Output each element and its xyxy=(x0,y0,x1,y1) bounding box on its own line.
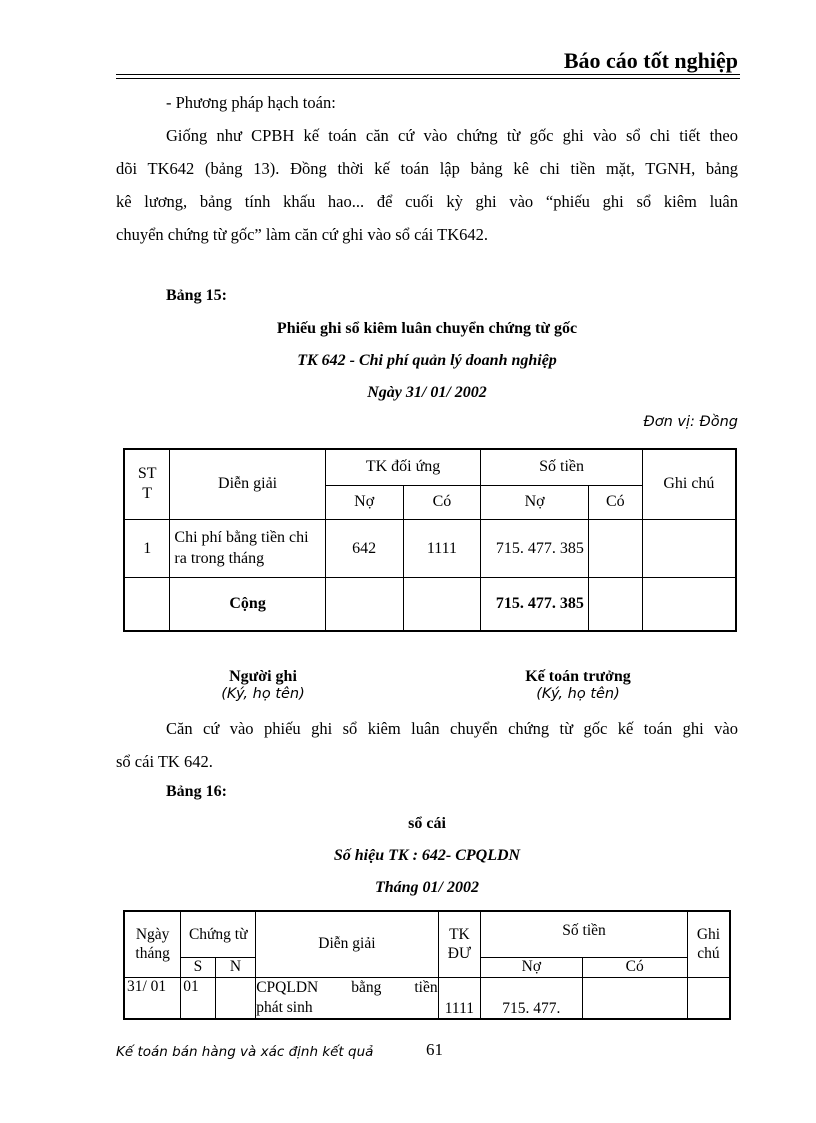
cell16-dien-giai-line2: phát sinh xyxy=(256,998,313,1016)
th16-no: Nợ xyxy=(481,957,582,977)
th-ghi-chu: Ghi chú xyxy=(642,449,736,519)
th16-chung-tu: Chứng từ xyxy=(181,911,256,957)
th16-co: Có xyxy=(582,957,687,977)
page-header xyxy=(116,48,740,78)
th-so-tien: Số tiền xyxy=(481,449,642,485)
cell-stt: 1 xyxy=(124,519,170,577)
total-ghi-chu xyxy=(642,577,736,631)
table15-subtitle: TK 642 - Chi phí quản lý doanh nghiệp xyxy=(297,352,557,369)
header-rule xyxy=(116,74,740,75)
table15-date: Ngày 31/ 01/ 2002 xyxy=(367,384,487,401)
table15-label: Bảng 15: xyxy=(166,287,227,304)
intro-line-1: Giống như CPBH kế toán căn cứ vào chứng từ gốc ghi vào sổ chi tiết theo xyxy=(166,126,738,145)
th-tien-co: Có xyxy=(588,485,642,519)
cell16-ghi-chu xyxy=(687,977,730,1019)
cell16-ngay: 31/ 01 xyxy=(124,977,181,1019)
total-tk-co xyxy=(403,577,481,631)
page-number: 61 xyxy=(426,1040,443,1059)
table15-unit: Đơn vị: Đồng xyxy=(643,414,738,430)
cell16-s: 01 xyxy=(181,977,215,1019)
th-tk-no: Nợ xyxy=(325,485,403,519)
cell-tien-co xyxy=(588,519,642,577)
cell16-co xyxy=(582,977,687,1019)
table16-label: Bảng 16: xyxy=(166,783,227,800)
signer-left-title: Người ghi xyxy=(229,668,297,685)
intro-line-2: dõi TK642 (bảng 13). Đồng thời kế toán lập bảng kê chi tiền mặt, TGNH, bảng xyxy=(116,159,738,178)
th-tien-no: Nợ xyxy=(481,485,589,519)
cell16-n xyxy=(215,977,256,1019)
cell16-no: 715. 477. xyxy=(481,977,582,1019)
th16-s: S xyxy=(181,957,215,977)
middle-line-1: Căn cứ vào phiếu ghi sổ kiêm luân chuyển chứng từ gốc kế toán ghi vào xyxy=(166,719,738,738)
header-title: Báo cáo tốt nghiệp xyxy=(563,48,738,73)
table15 xyxy=(123,448,737,632)
th-stt: ST T xyxy=(124,449,170,519)
table16-title: sổ cái xyxy=(408,815,446,832)
cell16-dien-giai-line1: CPQLDN bằng tiền xyxy=(256,978,438,996)
th16-so-tien: Số tiền xyxy=(481,911,688,957)
footer-text: Kế toán bán hàng và xác định kết quả xyxy=(116,1044,374,1060)
table15-title: Phiếu ghi sổ kiêm luân chuyển chứng từ gốc xyxy=(276,320,578,337)
cell-tk-no: 642 xyxy=(325,519,403,577)
method-line: - Phương pháp hạch toán: xyxy=(166,93,336,112)
total-tien-co xyxy=(588,577,642,631)
table-row xyxy=(124,977,730,1019)
total-label: Cộng xyxy=(170,577,325,631)
total-stt xyxy=(124,577,170,631)
cell16-dien-giai xyxy=(256,977,438,1019)
intro-line-4: chuyển chứng từ gốc” làm căn cứ ghi vào sổ cái TK642. xyxy=(116,225,488,244)
table16-month: Tháng 01/ 2002 xyxy=(374,879,479,896)
total-row xyxy=(124,577,736,631)
cell-ghi-chu xyxy=(642,519,736,577)
header-rule-thin xyxy=(116,78,740,79)
total-tk-no xyxy=(325,577,403,631)
signer-right-title: Kế toán trưởng xyxy=(525,668,631,685)
middle-line-2: sổ cái TK 642. xyxy=(116,752,213,771)
cell-tk-co: 1111 xyxy=(403,519,481,577)
signature-left xyxy=(188,668,338,702)
th16-tk-du: TK ĐƯ xyxy=(438,911,481,977)
total-tien-no: 715. 477. 385 xyxy=(481,577,589,631)
th16-ghi-chu: Ghi chú xyxy=(687,911,730,977)
table-row xyxy=(124,519,736,577)
signer-right-sub: (Ký, họ tên) xyxy=(536,686,620,702)
cell-dien-giai: Chi phí bằng tiền chi ra trong tháng xyxy=(170,519,325,577)
signer-left-sub: (Ký, họ tên) xyxy=(221,686,305,702)
th16-n: N xyxy=(215,957,256,977)
cell-tien-no: 715. 477. 385 xyxy=(481,519,589,577)
table16 xyxy=(123,910,731,1020)
th16-dien-giai: Diễn giải xyxy=(256,911,438,977)
th-tk-doi-ung: TK đối ứng xyxy=(325,449,481,485)
th16-ngay-thang: Ngày tháng xyxy=(124,911,181,977)
intro-line-3: kê lương, bảng tính khấu hao... để cuối kỳ ghi vào “phiếu ghi sổ kiêm luân xyxy=(116,192,738,211)
table16-subtitle: Số hiệu TK : 642- CPQLDN xyxy=(333,847,521,864)
signature-right xyxy=(490,668,666,702)
th-dien-giai: Diễn giải xyxy=(170,449,325,519)
th-tk-co: Có xyxy=(403,485,481,519)
cell16-tk-du: 1111 xyxy=(438,977,481,1019)
